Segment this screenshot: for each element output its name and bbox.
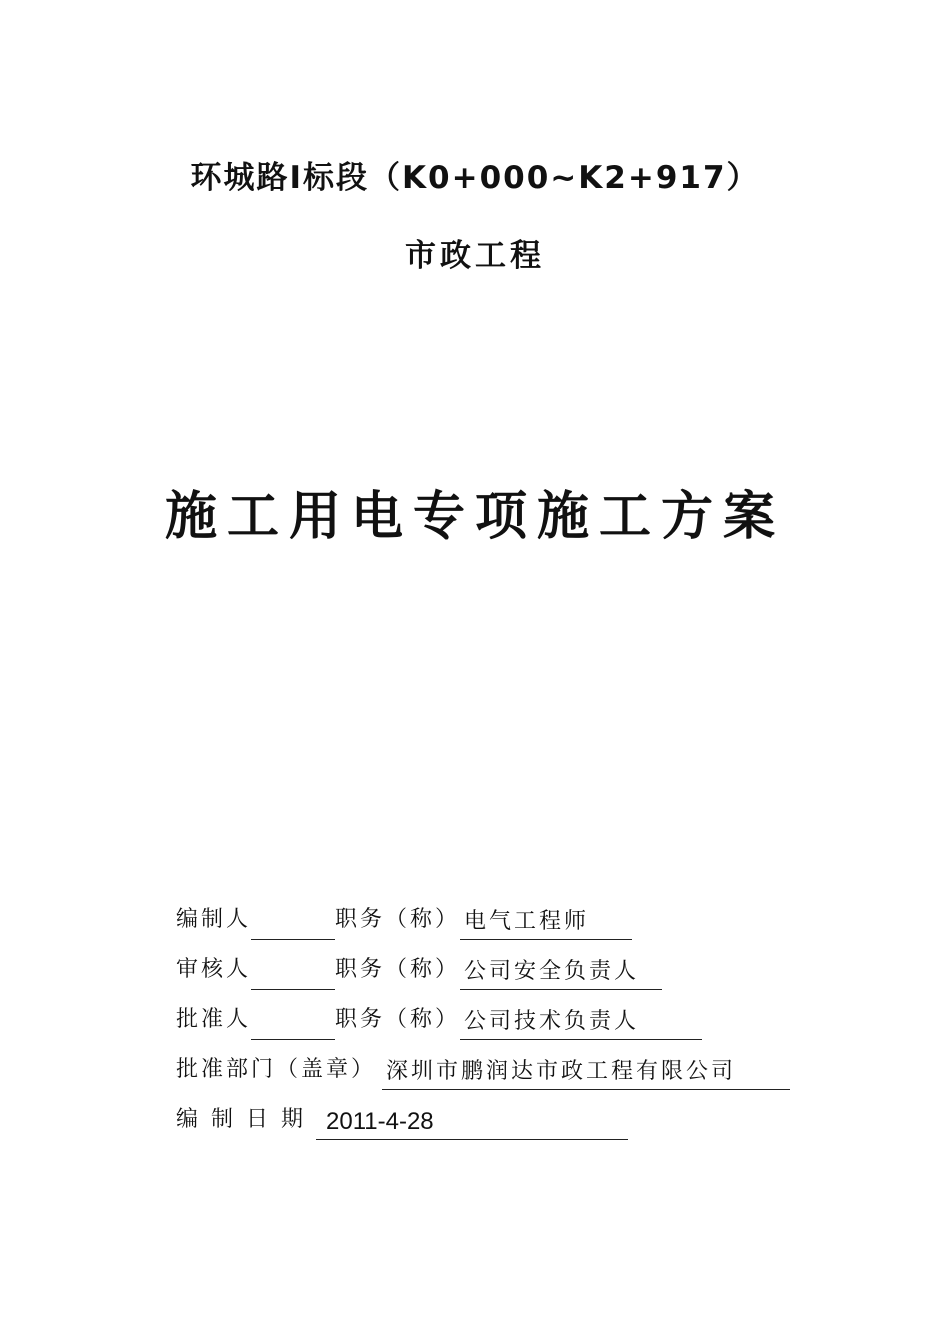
compiler-row [176,900,856,950]
date-value: 2011-4-28 [316,1105,628,1140]
department-value: 深圳市鹏润达市政工程有限公司 [382,1055,790,1090]
compiler-position-value: 电气工程师 [460,905,632,940]
signoff-block [176,900,856,1150]
reviewer-name-blank [251,959,335,990]
project-title: 环城路Ⅰ标段（K0+000~K2+917） [190,160,760,196]
compiler-label: 编制人 [176,907,252,932]
approver-position-label: 职务（称） [335,1007,461,1032]
reviewer-label: 审核人 [176,957,252,982]
reviewer-position-label: 职务（称） [335,957,461,982]
compiler-position-label: 职务（称） [335,907,461,932]
reviewer-position-value: 公司安全负责人 [460,955,662,990]
approver-position-value: 公司技术负责人 [460,1005,702,1040]
compiler-name-blank [251,909,335,940]
approver-name-blank [251,1009,335,1040]
project-subtitle: 市政工程 [405,238,545,274]
date-row [176,1100,856,1150]
document-title: 施工用电专项施工方案 [164,487,785,547]
date-label: 编制日期 [176,1107,317,1132]
department-row [176,1050,856,1100]
department-label: 批准部门（盖章） [176,1057,377,1082]
approver-row [176,1000,856,1050]
approver-label: 批准人 [176,1007,252,1032]
reviewer-row [176,950,856,1000]
